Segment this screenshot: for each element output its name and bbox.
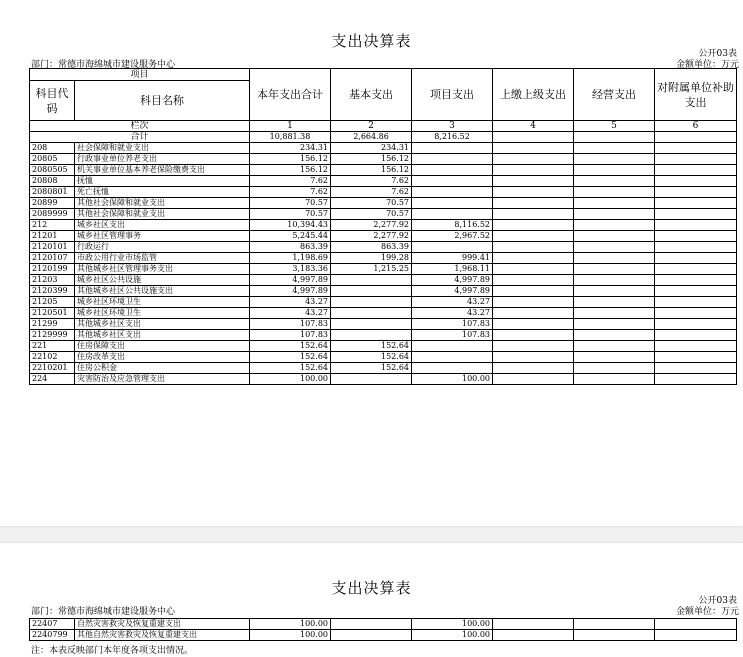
row-total: 43.27 <box>250 308 331 319</box>
row-code: 224 <box>30 374 75 385</box>
row-code: 2129999 <box>30 330 75 341</box>
row-name: 其他自然灾害救灾及恢复重建支出 <box>75 630 250 641</box>
row-business <box>574 630 655 641</box>
table-row <box>30 630 737 641</box>
header-upper: 上缴上级支出 <box>493 69 574 121</box>
table-row <box>30 231 737 242</box>
table-row <box>30 330 737 341</box>
row-subsidiary <box>655 143 737 154</box>
row-business <box>574 220 655 231</box>
row-subsidiary <box>655 319 737 330</box>
row-code: 221 <box>30 341 75 352</box>
row-project: 100.00 <box>412 630 493 641</box>
row-business <box>574 363 655 374</box>
row-project <box>412 154 493 165</box>
table-row <box>30 242 737 253</box>
row-total: 100.00 <box>250 619 331 630</box>
row-code: 21299 <box>30 319 75 330</box>
row-subsidiary <box>655 630 737 641</box>
row-project <box>412 352 493 363</box>
table-row <box>30 253 737 264</box>
row-project: 107.83 <box>412 319 493 330</box>
index-2: 2 <box>331 121 412 132</box>
row-business <box>574 308 655 319</box>
row-name: 死亡抚恤 <box>75 187 250 198</box>
report-title: 支出决算表 <box>331 32 412 50</box>
row-basic: 863.39 <box>331 242 412 253</box>
row-total: 7.62 <box>250 176 331 187</box>
row-basic <box>331 330 412 341</box>
row-project <box>412 209 493 220</box>
row-subsidiary <box>655 363 737 374</box>
row-business <box>574 286 655 297</box>
row-name: 其他社会保障和就业支出 <box>75 198 250 209</box>
row-name: 行政运行 <box>75 242 250 253</box>
row-business <box>574 297 655 308</box>
row-basic: 7.62 <box>331 176 412 187</box>
table-row <box>30 264 737 275</box>
row-name: 其他城乡社区支出 <box>75 319 250 330</box>
row-project: 43.27 <box>412 308 493 319</box>
header-code: 科目代码 <box>30 81 75 121</box>
row-project <box>412 187 493 198</box>
row-subsidiary <box>655 352 737 363</box>
row-code: 2120199 <box>30 264 75 275</box>
row-upper <box>493 154 574 165</box>
row-project <box>412 143 493 154</box>
row-code: 2210201 <box>30 363 75 374</box>
table-row <box>30 154 737 165</box>
row-code: 22102 <box>30 352 75 363</box>
row-project <box>412 176 493 187</box>
table-row <box>30 220 737 231</box>
row-project <box>412 363 493 374</box>
department-label: 部门：常德市海绵城市建设服务中心 <box>31 60 176 70</box>
table-row <box>30 275 737 286</box>
header-item-group: 项目 <box>30 69 250 81</box>
header-business: 经营支出 <box>574 69 655 121</box>
row-name: 机关事业单位基本养老保险缴费支出 <box>75 165 250 176</box>
row-project: 100.00 <box>412 619 493 630</box>
row-subsidiary <box>655 330 737 341</box>
row-project: 43.27 <box>412 297 493 308</box>
row-code: 2120101 <box>30 242 75 253</box>
row-upper <box>493 198 574 209</box>
row-total: 43.27 <box>250 297 331 308</box>
amount-unit: 金额单位：万元 <box>675 60 739 70</box>
row-business <box>574 143 655 154</box>
row-upper <box>493 352 574 363</box>
row-business <box>574 242 655 253</box>
row-upper <box>493 176 574 187</box>
row-upper <box>493 275 574 286</box>
header-basic: 基本支出 <box>331 69 412 121</box>
table-row <box>30 209 737 220</box>
row-upper <box>493 187 574 198</box>
row-upper <box>493 330 574 341</box>
total-subsidiary <box>655 132 737 143</box>
row-business <box>574 374 655 385</box>
row-business <box>574 231 655 242</box>
row-upper <box>493 308 574 319</box>
row-code: 22407 <box>30 619 75 630</box>
row-total: 3,183.36 <box>250 264 331 275</box>
table-row <box>30 187 737 198</box>
index-label: 栏次 <box>30 121 250 132</box>
row-total: 4,997.89 <box>250 275 331 286</box>
form-number: 公开03表 <box>698 49 737 59</box>
total-label: 合计 <box>30 132 250 143</box>
row-upper <box>493 363 574 374</box>
table-row <box>30 374 737 385</box>
total-basic: 2,664.86 <box>331 132 412 143</box>
row-upper <box>493 630 574 641</box>
row-total: 152.64 <box>250 363 331 374</box>
row-business <box>574 154 655 165</box>
row-name: 城乡社区支出 <box>75 220 250 231</box>
row-basic <box>331 374 412 385</box>
index-5: 5 <box>574 121 655 132</box>
row-name: 其他城乡社区支出 <box>75 330 250 341</box>
row-business <box>574 253 655 264</box>
row-business <box>574 619 655 630</box>
total-sum: 10,881.38 <box>250 132 331 143</box>
form-number-page2: 公开03表 <box>698 596 737 606</box>
total-business <box>574 132 655 143</box>
row-name: 抚恤 <box>75 176 250 187</box>
row-project: 2,967.52 <box>412 231 493 242</box>
row-upper <box>493 374 574 385</box>
row-code: 2120107 <box>30 253 75 264</box>
row-upper <box>493 209 574 220</box>
header-total: 本年支出合计 <box>250 69 331 121</box>
row-basic: 7.62 <box>331 187 412 198</box>
row-total: 156.12 <box>250 165 331 176</box>
total-upper <box>493 132 574 143</box>
row-subsidiary <box>655 242 737 253</box>
row-name: 市政公用行业市场监管 <box>75 253 250 264</box>
row-project: 100.00 <box>412 374 493 385</box>
row-project <box>412 165 493 176</box>
row-code: 2089999 <box>30 209 75 220</box>
row-code: 212 <box>30 220 75 231</box>
row-total: 152.64 <box>250 352 331 363</box>
row-subsidiary <box>655 264 737 275</box>
row-code: 20899 <box>30 198 75 209</box>
row-subsidiary <box>655 176 737 187</box>
row-basic: 70.57 <box>331 198 412 209</box>
row-subsidiary <box>655 297 737 308</box>
table-row <box>30 319 737 330</box>
row-code: 20805 <box>30 154 75 165</box>
row-subsidiary <box>655 231 737 242</box>
row-subsidiary <box>655 198 737 209</box>
row-code: 21205 <box>30 297 75 308</box>
index-4: 4 <box>493 121 574 132</box>
row-subsidiary <box>655 253 737 264</box>
row-code: 21203 <box>30 275 75 286</box>
department-label-page2: 部门：常德市海绵城市建设服务中心 <box>31 607 176 617</box>
expenditure-table-continued <box>29 618 737 641</box>
row-basic <box>331 286 412 297</box>
index-1: 1 <box>250 121 331 132</box>
table-row <box>30 363 737 374</box>
row-name: 灾害防治及应急管理支出 <box>75 374 250 385</box>
row-upper <box>493 220 574 231</box>
row-project <box>412 341 493 352</box>
row-total: 156.12 <box>250 154 331 165</box>
row-basic: 152.64 <box>331 341 412 352</box>
row-name: 其他城乡社区公共设施支出 <box>75 286 250 297</box>
row-total: 107.83 <box>250 319 331 330</box>
row-basic: 152.64 <box>331 363 412 374</box>
row-business <box>574 176 655 187</box>
row-subsidiary <box>655 209 737 220</box>
row-total: 10,394.43 <box>250 220 331 231</box>
row-total: 5,245.44 <box>250 231 331 242</box>
row-basic: 1,215.25 <box>331 264 412 275</box>
row-total: 100.00 <box>250 630 331 641</box>
row-business <box>574 264 655 275</box>
row-name: 住房改革支出 <box>75 352 250 363</box>
row-business <box>574 275 655 286</box>
row-name: 城乡社区环境卫生 <box>75 308 250 319</box>
row-name: 社会保障和就业支出 <box>75 143 250 154</box>
row-basic <box>331 619 412 630</box>
row-business <box>574 352 655 363</box>
row-subsidiary <box>655 374 737 385</box>
index-6: 6 <box>655 121 737 132</box>
row-code: 2120501 <box>30 308 75 319</box>
row-basic: 152.64 <box>331 352 412 363</box>
table-row <box>30 286 737 297</box>
row-code: 2240799 <box>30 630 75 641</box>
row-name: 城乡社区公共设施 <box>75 275 250 286</box>
row-project: 1,968.11 <box>412 264 493 275</box>
amount-unit-page2: 金额单位：万元 <box>675 607 739 617</box>
row-project: 999.41 <box>412 253 493 264</box>
row-business <box>574 165 655 176</box>
row-basic: 70.57 <box>331 209 412 220</box>
report-title-page2: 支出决算表 <box>331 579 412 597</box>
index-3: 3 <box>412 121 493 132</box>
row-name: 自然灾害救灾及恢复重建支出 <box>75 619 250 630</box>
row-code: 20808 <box>30 176 75 187</box>
row-basic: 156.12 <box>331 154 412 165</box>
header-subsidiary: 对附属单位补助支出 <box>655 69 737 121</box>
row-name: 城乡社区环境卫生 <box>75 297 250 308</box>
table-row <box>30 176 737 187</box>
row-subsidiary <box>655 308 737 319</box>
row-upper <box>493 264 574 275</box>
table-row <box>30 619 737 630</box>
row-project: 107.83 <box>412 330 493 341</box>
row-basic <box>331 297 412 308</box>
row-subsidiary <box>655 154 737 165</box>
total-project: 8,216.52 <box>412 132 493 143</box>
row-basic <box>331 308 412 319</box>
row-business <box>574 209 655 220</box>
row-total: 4,997.89 <box>250 286 331 297</box>
row-upper <box>493 619 574 630</box>
row-code: 2080801 <box>30 187 75 198</box>
header-name: 科目名称 <box>75 81 250 121</box>
row-basic <box>331 275 412 286</box>
row-basic: 2,277.92 <box>331 231 412 242</box>
row-basic: 156.12 <box>331 165 412 176</box>
row-upper <box>493 253 574 264</box>
row-total: 70.57 <box>250 198 331 209</box>
table-row <box>30 341 737 352</box>
row-upper <box>493 242 574 253</box>
row-upper <box>493 297 574 308</box>
expenditure-table <box>29 68 737 385</box>
row-total: 1,198.69 <box>250 253 331 264</box>
row-name: 其他城乡社区管理事务支出 <box>75 264 250 275</box>
row-subsidiary <box>655 275 737 286</box>
table-row <box>30 198 737 209</box>
row-total: 863.39 <box>250 242 331 253</box>
row-upper <box>493 319 574 330</box>
row-upper <box>493 165 574 176</box>
row-total: 107.83 <box>250 330 331 341</box>
row-code: 2080505 <box>30 165 75 176</box>
row-business <box>574 187 655 198</box>
row-subsidiary <box>655 619 737 630</box>
row-total: 152.64 <box>250 341 331 352</box>
table-row <box>30 143 737 154</box>
row-project: 8,116.52 <box>412 220 493 231</box>
row-basic: 234.31 <box>331 143 412 154</box>
table-note: 注：本表反映部门本年度各项支出情况。 <box>31 646 194 656</box>
row-total: 70.57 <box>250 209 331 220</box>
row-basic <box>331 319 412 330</box>
row-subsidiary <box>655 286 737 297</box>
row-upper <box>493 341 574 352</box>
table-row <box>30 308 737 319</box>
row-project: 4,997.89 <box>412 275 493 286</box>
row-name: 其他社会保障和就业支出 <box>75 209 250 220</box>
row-basic: 2,277.92 <box>331 220 412 231</box>
table-row <box>30 165 737 176</box>
table-row <box>30 352 737 363</box>
table-row <box>30 297 737 308</box>
row-name: 住房公积金 <box>75 363 250 374</box>
row-upper <box>493 231 574 242</box>
row-total: 100.00 <box>250 374 331 385</box>
row-name: 住房保障支出 <box>75 341 250 352</box>
row-project <box>412 198 493 209</box>
row-basic <box>331 630 412 641</box>
row-subsidiary <box>655 341 737 352</box>
row-upper <box>493 143 574 154</box>
row-subsidiary <box>655 220 737 231</box>
row-business <box>574 330 655 341</box>
header-project: 项目支出 <box>412 69 493 121</box>
row-subsidiary <box>655 187 737 198</box>
row-code: 21201 <box>30 231 75 242</box>
row-upper <box>493 286 574 297</box>
row-total: 7.62 <box>250 187 331 198</box>
row-business <box>574 198 655 209</box>
row-project <box>412 242 493 253</box>
row-business <box>574 341 655 352</box>
row-name: 行政事业单位养老支出 <box>75 154 250 165</box>
row-basic: 199.28 <box>331 253 412 264</box>
row-code: 208 <box>30 143 75 154</box>
row-name: 城乡社区管理事务 <box>75 231 250 242</box>
row-total: 234.31 <box>250 143 331 154</box>
row-code: 2120399 <box>30 286 75 297</box>
row-business <box>574 319 655 330</box>
row-subsidiary <box>655 165 737 176</box>
row-project: 4,997.89 <box>412 286 493 297</box>
